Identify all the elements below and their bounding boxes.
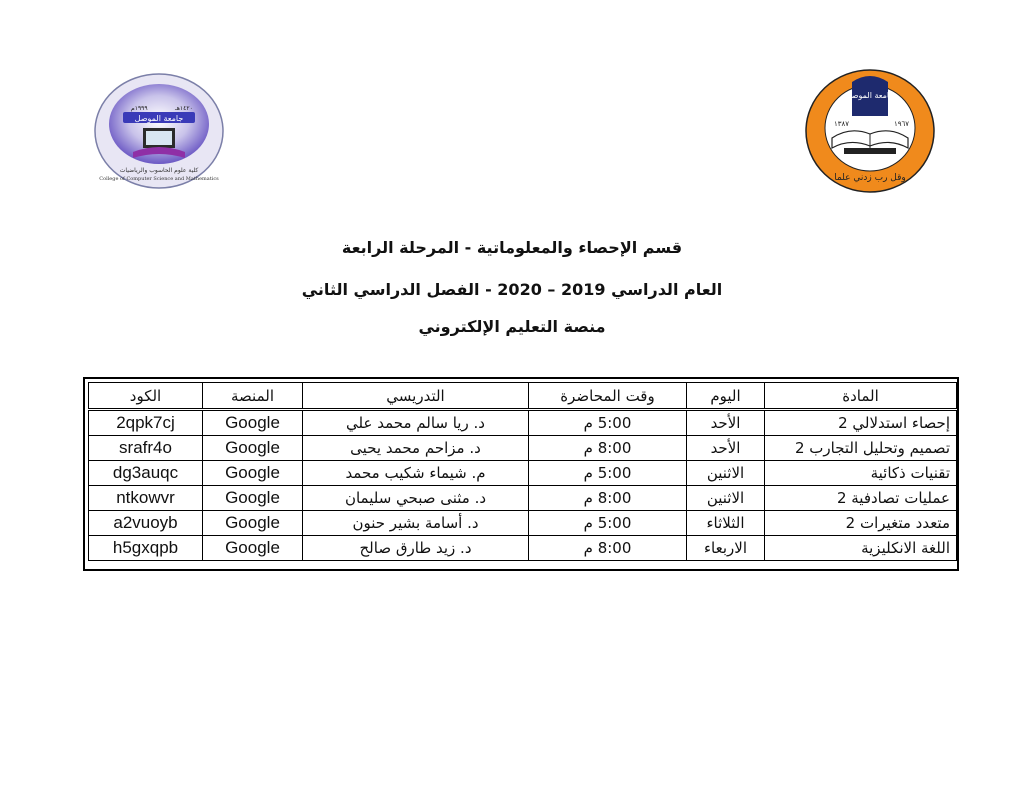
time-cell: 8:00 م — [529, 486, 687, 511]
column-header-platform: المنصة — [203, 383, 303, 410]
platform-cell: Google — [203, 511, 303, 536]
svg-text:١٤٢٠هـ: ١٤٢٠هـ — [175, 105, 193, 112]
teacher-cell: د. ريا سالم محمد علي — [303, 410, 529, 436]
university-logo — [804, 68, 936, 194]
platform-cell: Google — [203, 436, 303, 461]
table-header-row — [89, 383, 957, 410]
day-cell: الاثنين — [687, 461, 765, 486]
svg-text:١٩٦٧: ١٩٦٧ — [894, 120, 910, 128]
day-cell: الأحد — [687, 436, 765, 461]
column-header-day: اليوم — [687, 383, 765, 410]
column-header-code: الكود — [89, 383, 203, 410]
platform-heading: منصة التعليم الإلكتروني — [418, 317, 606, 336]
table-row — [89, 410, 957, 436]
right-logo-motto: وقل رب زدني علما — [834, 173, 906, 183]
platform-cell: Google — [203, 536, 303, 561]
table-row — [89, 486, 957, 511]
teacher-cell: د. أسامة بشير حنون — [303, 511, 529, 536]
time-cell: 5:00 م — [529, 410, 687, 436]
day-cell: الاربعاء — [687, 536, 765, 561]
platform-cell: Google — [203, 461, 303, 486]
day-cell: الاثنين — [687, 486, 765, 511]
svg-text:١٩٩٩م: ١٩٩٩م — [131, 105, 148, 112]
left-logo-arabic: كلية علوم الحاسوب والرياضيات — [119, 167, 199, 174]
right-logo-name: جامعة الموصل — [845, 91, 895, 100]
left-logo-name: جامعة الموصل — [134, 114, 184, 123]
time-cell: 5:00 م — [529, 511, 687, 536]
table-row — [89, 461, 957, 486]
subject-cell: تقنيات ذكائية — [765, 461, 957, 486]
code-cell: a2vuoyb — [89, 511, 203, 536]
teacher-cell: م. شيماء شكيب محمد — [303, 461, 529, 486]
platform-cell: Google — [203, 486, 303, 511]
teacher-cell: د. مزاحم محمد يحيى — [303, 436, 529, 461]
schedule-table — [83, 377, 959, 571]
day-cell: الأحد — [687, 410, 765, 436]
column-header-time: وقت المحاضرة — [529, 383, 687, 410]
subject-cell: اللغة الانكليزية — [765, 536, 957, 561]
column-header-teacher: التدريسي — [303, 383, 529, 410]
table-row — [89, 536, 957, 561]
table-row — [89, 511, 957, 536]
column-header-subject: المادة — [765, 383, 957, 410]
table-row — [89, 436, 957, 461]
code-cell: srafr4o — [89, 436, 203, 461]
svg-text:١٣٨٧: ١٣٨٧ — [834, 120, 850, 128]
subject-cell: متعدد متغيرات 2 — [765, 511, 957, 536]
code-cell: ntkowvr — [89, 486, 203, 511]
code-cell: h5gxqpb — [89, 536, 203, 561]
code-cell: 2qpk7cj — [89, 410, 203, 436]
platform-cell: Google — [203, 410, 303, 436]
subject-cell: تصميم وتحليل التجارب 2 — [765, 436, 957, 461]
code-cell: dg3auqc — [89, 461, 203, 486]
teacher-cell: د. زيد طارق صالح — [303, 536, 529, 561]
department-heading: قسم الإحصاء والمعلوماتية - المرحلة الرابعة — [341, 238, 683, 257]
time-cell: 5:00 م — [529, 461, 687, 486]
day-cell: الثلاثاء — [687, 511, 765, 536]
subject-cell: إحصاء استدلالي 2 — [765, 410, 957, 436]
academic-year-heading: العام الدراسي 2019 – 2020 - الفصل الدراسي الثاني — [301, 280, 723, 299]
time-cell: 8:00 م — [529, 436, 687, 461]
teacher-cell: د. مثنى صبحي سليمان — [303, 486, 529, 511]
left-logo-english: College of Computer Science and Mathematics — [99, 176, 219, 182]
subject-cell: عمليات تصادفية 2 — [765, 486, 957, 511]
time-cell: 8:00 م — [529, 536, 687, 561]
college-logo — [93, 72, 225, 190]
